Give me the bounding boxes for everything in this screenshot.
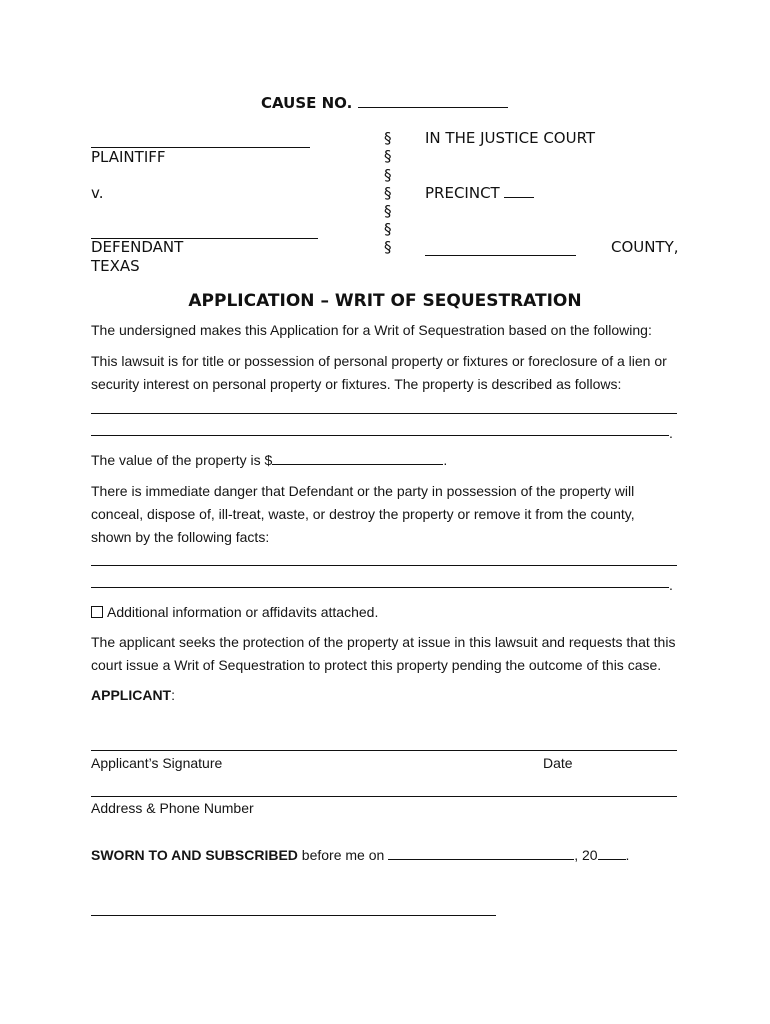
state-label: TEXAS [91,257,140,275]
section-symbol: § [384,184,392,202]
additional-info-label: Additional information or affidavits attached. [107,604,379,620]
facts-line[interactable] [91,587,669,588]
line-end-period: . [443,452,448,468]
sworn-line [91,844,629,867]
facts-line[interactable] [91,565,677,566]
county-blank[interactable] [425,255,576,256]
lawsuit-paragraph-line: This lawsuit is for title or possession of personal property or fixtures or foreclosure of a lien or [91,353,667,369]
section-symbol: § [384,202,392,220]
line-end-period: . [625,847,630,863]
additional-info-checkbox[interactable] [91,606,103,618]
applicant-label: APPLICANT [91,687,172,703]
property-description-line[interactable] [91,413,677,414]
protection-paragraph-line: The applicant seeks the protection of the property at issue in this lawsuit and requests that this [91,634,676,650]
lawsuit-paragraph-line: security interest on personal property or fixtures. The property is described as follows: [91,376,622,392]
applicant-colon: : [171,687,176,703]
precinct-line [425,184,534,202]
document-title: APPLICATION – WRIT OF SEQUESTRATION [188,291,582,311]
sworn-year-blank[interactable] [598,847,626,860]
court-label: IN THE JUSTICE COURT [425,129,596,147]
section-symbol: § [384,129,392,147]
date-label: Date [543,755,573,771]
danger-paragraph-line: There is immediate danger that Defendant or the party in possession of the property will [91,483,635,499]
danger-paragraph-line: shown by the following facts: [91,529,270,545]
property-value-label: The value of the property is $ [91,452,273,468]
versus-label: v. [91,184,104,202]
section-symbol: § [384,166,392,184]
line-end-period: . [669,577,673,593]
precinct-blank[interactable] [504,185,534,198]
section-symbol: § [384,220,392,238]
sworn-year-prefix: , 20 [574,847,598,863]
intro-paragraph: The undersigned makes this Application for a Writ of Sequestration based on the following: [91,322,652,338]
line-end-period: . [669,425,673,441]
section-symbol: § [384,147,392,165]
additional-info-row [91,601,378,624]
applicant-heading [91,684,175,707]
sworn-label: before me on [301,847,385,863]
defendant-label: DEFENDANT [91,238,184,256]
address-label: Address & Phone Number [91,800,254,816]
cause-number-line [261,94,508,112]
plaintiff-label: PLAINTIFF [91,148,166,166]
property-description-line[interactable] [91,435,669,436]
cause-number-blank[interactable] [358,95,508,108]
danger-paragraph-line: conceal, dispose of, ill-treat, waste, or destroy the property or remove it from the county, [91,506,635,522]
property-value-line [91,449,447,472]
property-value-blank[interactable] [272,452,443,465]
county-label: COUNTY, [611,238,679,256]
sworn-date-blank[interactable] [388,847,574,860]
signature-line[interactable] [91,750,677,751]
sworn-bold-label: SWORN TO AND SUBSCRIBED [91,847,298,863]
precinct-label: PRECINCT [425,184,500,202]
protection-paragraph-line: court issue a Writ of Sequestration to protect this property pending the outcome of this case. [91,657,662,673]
section-symbol: § [384,238,392,256]
signature-label: Applicant’s Signature [91,755,223,771]
cause-number-label: CAUSE NO. [261,94,353,112]
notary-signature-line[interactable] [91,915,496,916]
